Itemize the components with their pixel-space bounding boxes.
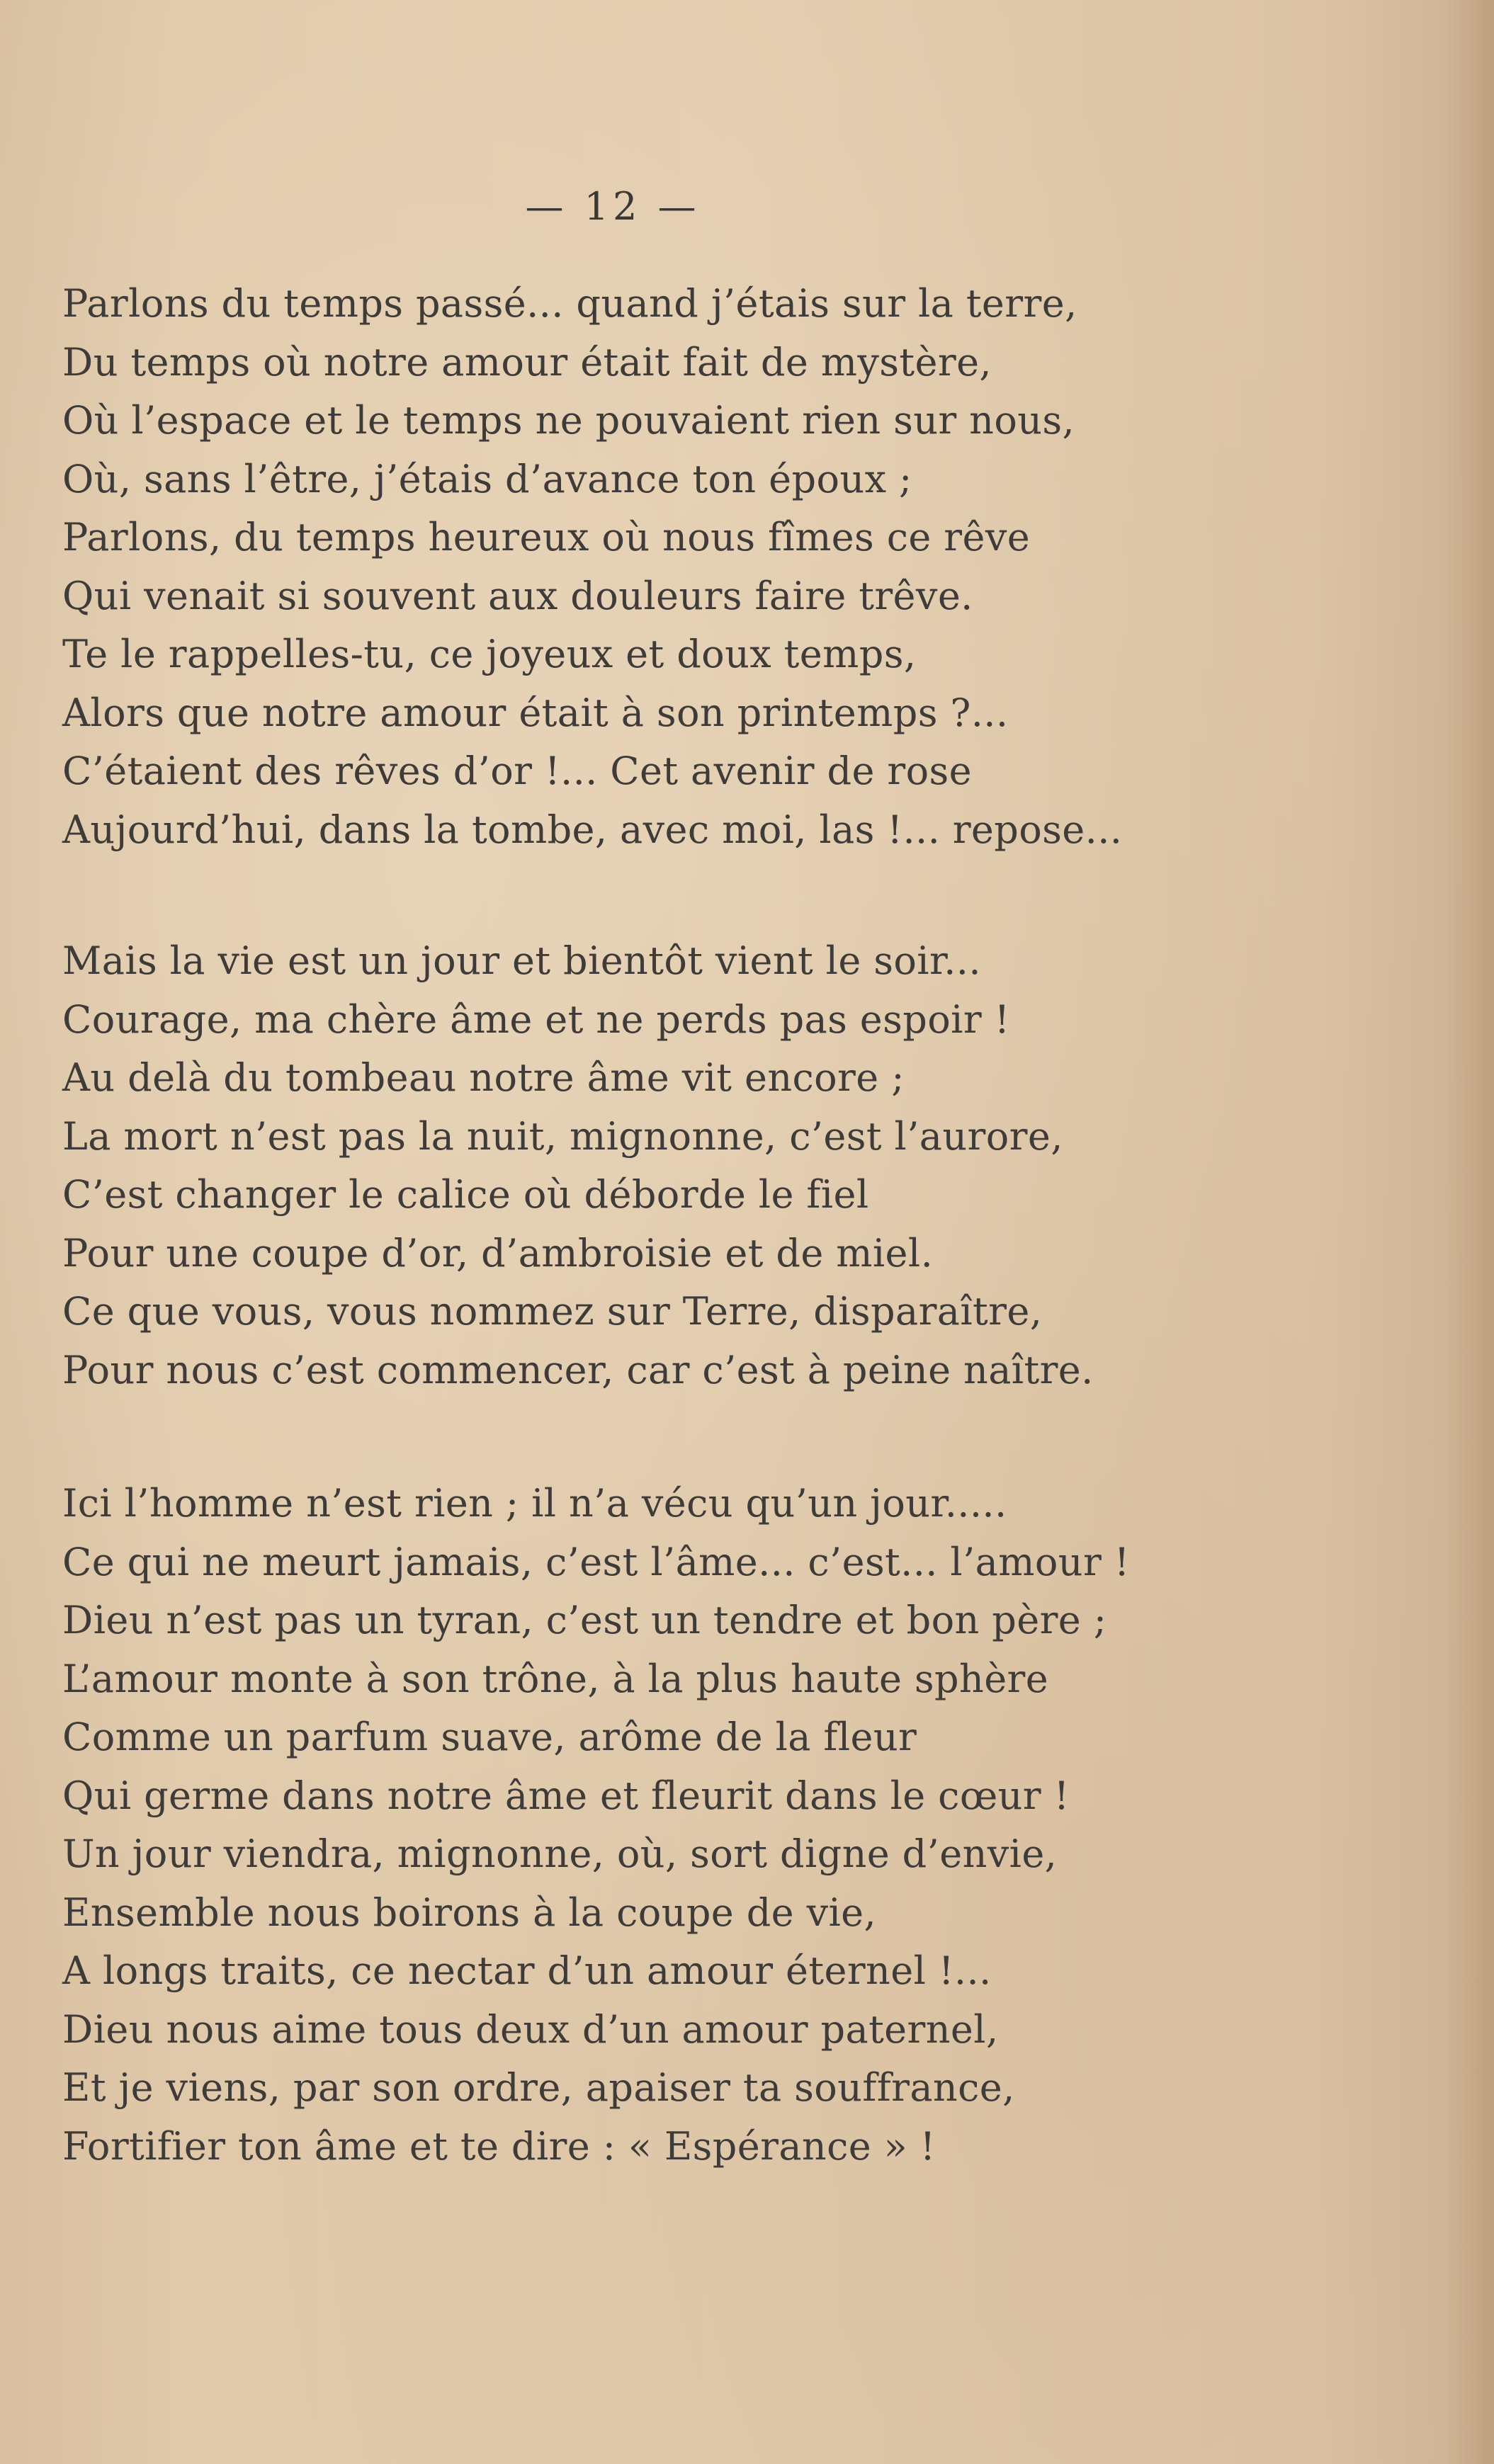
page-number: — 12 —: [525, 184, 701, 229]
poem-line: C’est changer le calice où déborde le fiel: [62, 1172, 869, 1217]
poem-line: Où l’espace et le temps ne pouvaient rien sur nous,: [62, 398, 1075, 443]
poem-line: Parlons du temps passé... quand j’étais sur la terre,: [62, 281, 1077, 326]
poem-line: Un jour viendra, mignonne, où, sort digne d’envie,: [62, 1832, 1058, 1876]
poem-line: Qui venait si souvent aux douleurs faire trêve.: [62, 573, 973, 618]
stanza-3: [62, 1475, 1231, 2176]
poem-line: Courage, ma chère âme et ne perds pas espoir !: [62, 997, 1010, 1042]
poem-line: Ce qui ne meurt jamais, c’est l’âme... c’est... l’amour !: [62, 1539, 1130, 1584]
poem-line: Du temps où notre amour était fait de mystère,: [62, 339, 992, 385]
poem-line: La mort n’est pas la nuit, mignonne, c’est l’aurore,: [62, 1113, 1063, 1159]
poem-line: Pour nous c’est commencer, car c’est à peine naître.: [62, 1347, 1094, 1392]
poem-line: Aujourd’hui, dans la tombe, avec moi, las !... repose...: [62, 807, 1123, 852]
poem-line: Ce que vous, vous nommez sur Terre, disparaître,: [62, 1289, 1043, 1334]
stanza-1: [62, 275, 1231, 859]
stanza-2: [62, 932, 1231, 1400]
poem-line: Dieu nous aime tous deux d’un amour paternel,: [62, 2006, 999, 2052]
poem-line: L’amour monte à son trône, à la plus haute sphère: [62, 1656, 1049, 1701]
poem-line: Ensemble nous boirons à la coupe de vie,: [62, 1890, 877, 1935]
poem-line: A longs traits, ce nectar d’un amour éternel !...: [62, 1948, 992, 1993]
poem-line: Fortifier ton âme et te dire : « Espérance » !: [62, 2123, 936, 2169]
poem-line: Parlons, du temps heureux où nous fîmes ce rêve: [62, 515, 1031, 560]
page-edge-shadow: [1444, 0, 1494, 2464]
poem-line: Mais la vie est un jour et bientôt vient le soir...: [62, 938, 981, 983]
poem-line: Au delà du tombeau notre âme vit encore ;: [62, 1055, 905, 1100]
poem-line: Et je viens, par son ordre, apaiser ta souffrance,: [62, 2065, 1015, 2110]
poem-line: Qui germe dans notre âme et fleurit dans le cœur !: [62, 1773, 1070, 1818]
poem-line: Où, sans l’être, j’étais d’avance ton époux ;: [62, 456, 912, 501]
poem-line: Ici l’homme n’est rien ; il n’a vécu qu’un jour.....: [62, 1481, 1007, 1526]
poem-line: C’étaient des rêves d’or !... Cet avenir de rose: [62, 749, 973, 793]
poem-line: Alors que notre amour était à son printemps ?...: [62, 690, 1009, 735]
poem-line: Pour une coupe d’or, d’ambroisie et de miel.: [62, 1230, 934, 1276]
poem-line: Te le rappelles-tu, ce joyeux et doux temps,: [62, 632, 917, 676]
poem-line: Comme un parfum suave, arôme de la fleur: [62, 1715, 917, 1759]
poem-line: Dieu n’est pas un tyran, c’est un tendre et bon père ;: [62, 1598, 1107, 1642]
